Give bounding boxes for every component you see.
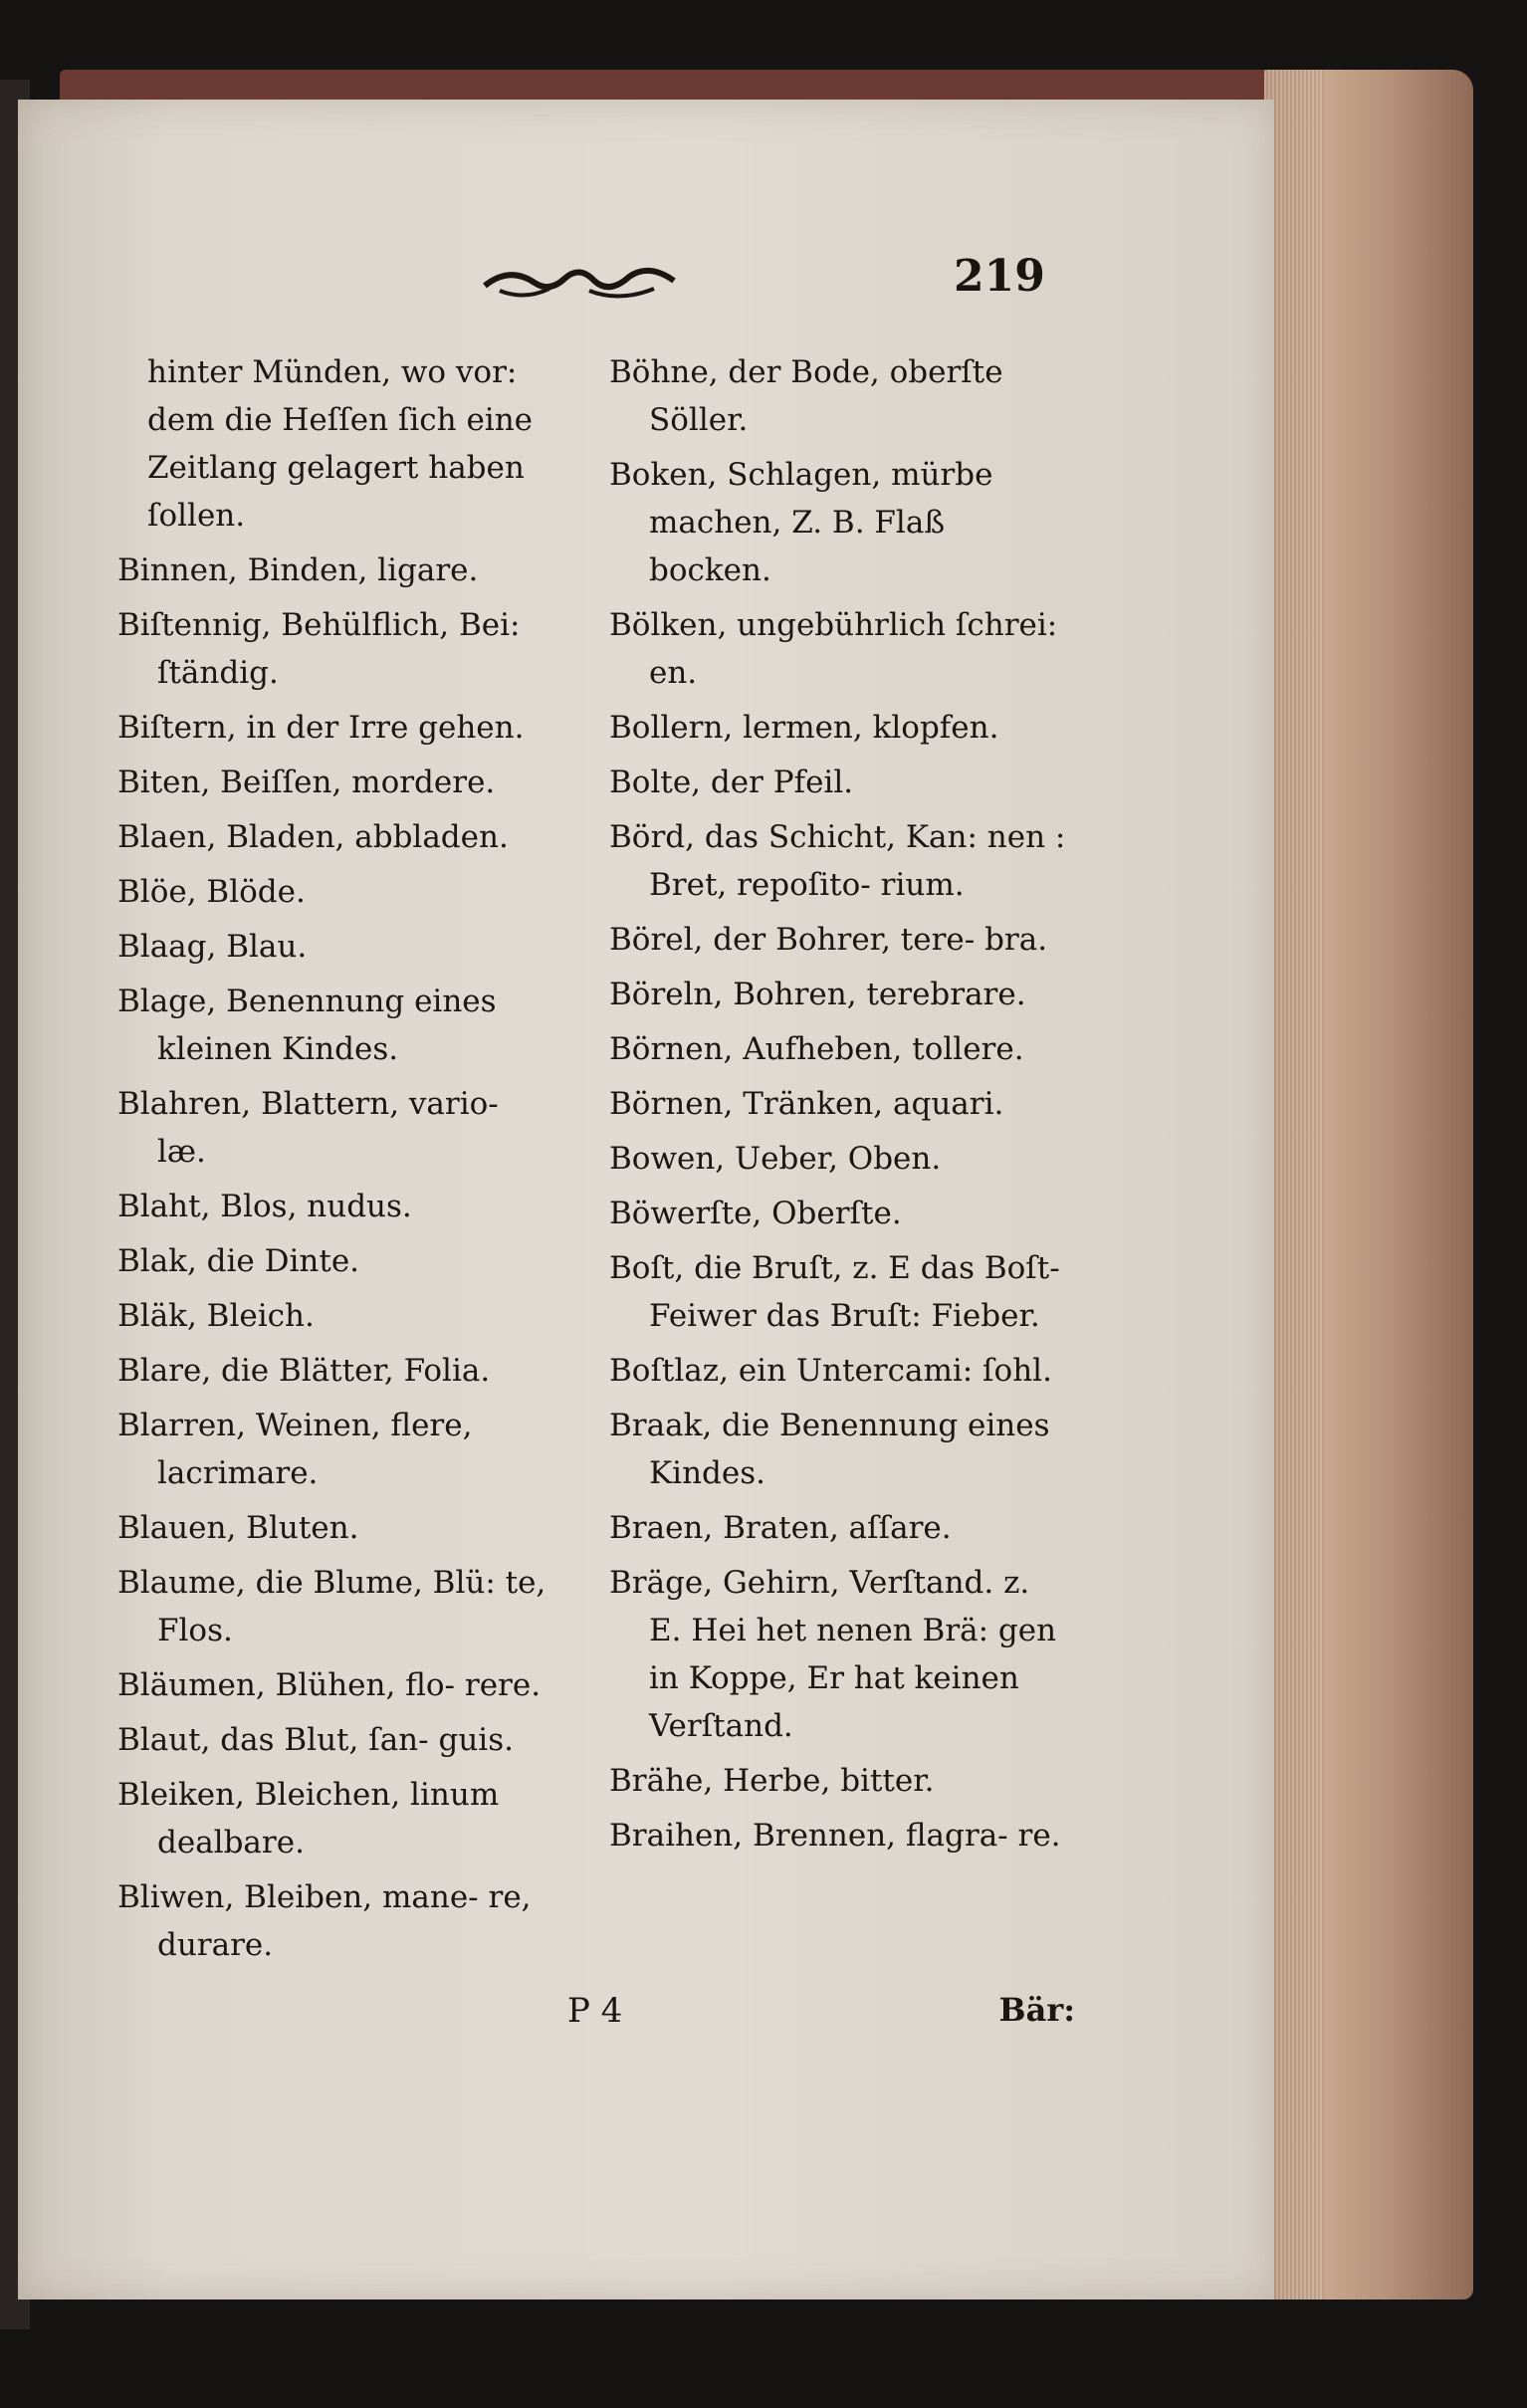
right-column xyxy=(609,348,1067,1866)
dictionary-entry: hinter Münden, wo vor: dem die Heſſen ſich eine Zeitlang gelagert haben ſollen. xyxy=(147,354,534,534)
dictionary-entry: Blaht, Blos, nudus. xyxy=(117,1189,412,1224)
dictionary-entry: Braen, Braten, aſſare. xyxy=(609,1510,952,1546)
ornament-icon xyxy=(480,251,679,311)
dictionary-entry: Braihen, Brennen, flagra- re. xyxy=(609,1818,1061,1854)
dictionary-entry: Blaag, Blau. xyxy=(117,929,308,965)
dictionary-entry: Blare, die Blätter, Folia. xyxy=(117,1353,491,1389)
dictionary-entry: Börnen, Tränken, aquari. xyxy=(609,1086,1004,1122)
dictionary-entry: Bläumen, Blühen, flo- rere. xyxy=(117,1667,542,1703)
dictionary-entry: Blauen, Bluten. xyxy=(117,1510,359,1546)
dictionary-entry: Biten, Beiſſen, mordere. xyxy=(117,765,496,800)
dictionary-entry: Boſt, die Bruſt, z. E das Boſt-Feiwer das Bruſt: Fieber. xyxy=(609,1250,1060,1334)
page-edges xyxy=(1264,70,1473,2299)
dictionary-entry: Bleiken, Bleichen, linum dealbare. xyxy=(117,1777,500,1861)
dictionary-entry: Blarren, Weinen, flere, lacrimare. xyxy=(117,1408,473,1491)
dictionary-entry: Blaume, die Blume, Blü: te, Flos. xyxy=(117,1565,546,1648)
dictionary-entry: Bläk, Bleich. xyxy=(117,1298,315,1334)
dictionary-entry: Blahren, Blattern, vario- læ. xyxy=(117,1086,499,1170)
dictionary-entry: Blaut, das Blut, ſan- guis. xyxy=(117,1722,514,1758)
dictionary-entry: Bliwen, Bleiben, mane- re, durare. xyxy=(117,1879,532,1963)
dictionary-entry: Binnen, Binden, ligare. xyxy=(117,552,479,588)
dictionary-entry: Bölken, ungebührlich ſchrei: en. xyxy=(609,607,1058,691)
dictionary-entry: Bollern, lermen, klopfen. xyxy=(609,710,999,746)
dictionary-entry: Börnen, Aufheben, tollere. xyxy=(609,1031,1024,1067)
dictionary-entry: Brähe, Herbe, bitter. xyxy=(609,1763,935,1799)
dictionary-entry: Biſtern, in der Irre gehen. xyxy=(117,710,525,746)
dictionary-entry: Bowen, Ueber, Oben. xyxy=(609,1141,942,1177)
dictionary-entry: Boſtlaz, ein Untercami: ſohl. xyxy=(609,1353,1052,1389)
dictionary-entry: Böreln, Bohren, terebrare. xyxy=(609,977,1026,1012)
dictionary-entry: Biſtennig, Behülflich, Bei: ſtändig. xyxy=(117,607,521,691)
dictionary-entry: Blage, Benennung eines kleinen Kindes. xyxy=(117,984,497,1067)
dictionary-entry: Braak, die Benennung eines Kindes. xyxy=(609,1408,1050,1491)
dictionary-entry: Blöe, Blöde. xyxy=(117,874,306,910)
dictionary-entry: Böhne, der Bode, oberſte Söller. xyxy=(609,354,1003,438)
dictionary-entry: Bolte, der Pfeil. xyxy=(609,765,854,800)
left-column xyxy=(117,348,555,1976)
dictionary-entry: Blaen, Bladen, abbladen. xyxy=(117,819,509,855)
dictionary-entry: Bräge, Gehirn, Verſtand. z. E. Hei het nenen Brä: gen in Koppe, Er hat keinen Verſtand. xyxy=(609,1565,1057,1744)
dictionary-entry: Boken, Schlagen, mürbe machen, Z. B. Flaß bocken. xyxy=(609,457,993,588)
dictionary-entry: Börel, der Bohrer, tere- bra. xyxy=(609,922,1048,958)
dictionary-entry: Böwerſte, Oberſte. xyxy=(609,1196,902,1231)
dictionary-entry: Blak, die Dinte. xyxy=(117,1243,360,1279)
page-number: 219 xyxy=(954,251,1045,302)
dictionary-entry: Börd, das Schicht, Kan: nen : Bret, repoſito- rium. xyxy=(609,819,1066,903)
signature-mark: P 4 xyxy=(567,1991,623,2031)
catchword: Bär: xyxy=(998,1991,1075,2029)
